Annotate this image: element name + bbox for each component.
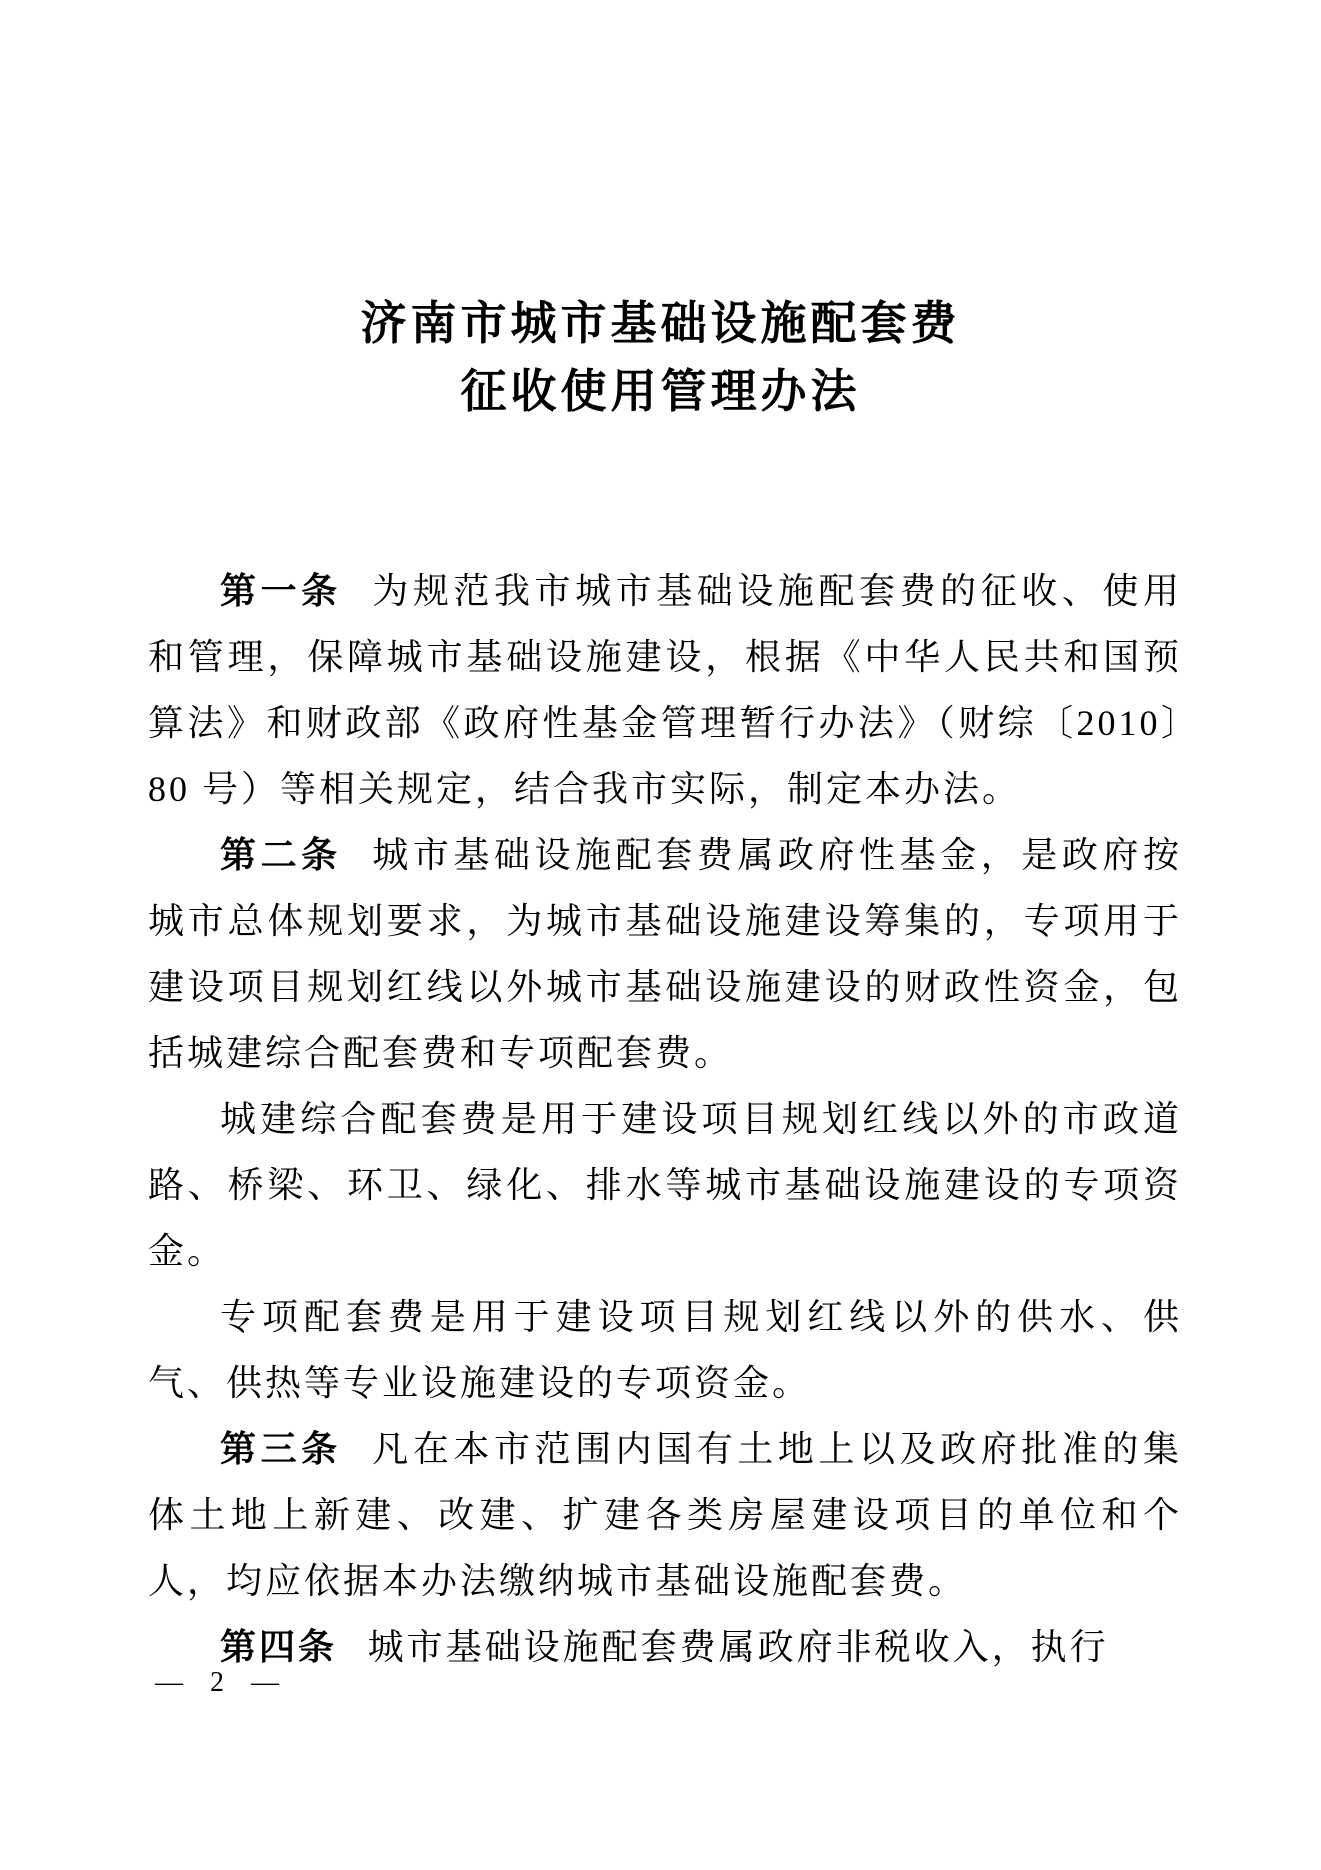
paragraph-text: 城市基础设施配套费属政府性基金，是政府按城市总体规划要求，为城市基础设施建设筹集的，专项用于建设项目规划红线以外城市基础设施建设的财政性资金，包括城建综合配套费和专项配套费。 (148, 835, 1182, 1073)
article-label-3: 第三条 (220, 1429, 342, 1469)
paragraph-text: 专项配套费是用于建设项目规划红线以外的供水、供气、供热等专业设施建设的专项资金。 (148, 1297, 1182, 1403)
article-label-1: 第一条 (220, 571, 342, 611)
paragraph-text: 城建综合配套费是用于建设项目规划红线以外的市政道路、桥梁、环卫、绿化、排水等城市基础设施建设的专项资金。 (148, 1099, 1182, 1271)
page-number: — 2 — (155, 1667, 289, 1698)
paragraph-special-fee (148, 1284, 1182, 1416)
paragraph-text: 为规范我市城市基础设施配套费的征收、使用和管理，保障城市基础设施建设，根据《中华人民共和国预算法》和财政部《政府性基金管理暂行办法》（财综〔2010〕80 号）等相关规定，结合我市实际，制定本办法。 (148, 571, 1182, 809)
article-label-4: 第四条 (220, 1627, 338, 1667)
paragraph-comprehensive-fee (148, 1086, 1182, 1284)
paragraph-text: 凡在本市范围内国有土地上以及政府批准的集体土地上新建、改建、扩建各类房屋建设项目的单位和个人，均应依据本办法缴纳城市基础设施配套费。 (148, 1429, 1182, 1601)
title-line-1: 济南市城市基础设施配套费 (360, 298, 961, 349)
document-body (148, 558, 1182, 1680)
paragraph-text: 城市基础设施配套费属政府非税收入，执行 (367, 1627, 1109, 1667)
article-label-2: 第二条 (220, 835, 342, 875)
paragraph-article-4 (148, 1614, 1182, 1680)
document-title (0, 0, 1321, 426)
paragraph-article-3 (148, 1416, 1182, 1614)
paragraph-article-1 (148, 558, 1182, 822)
title-line-2: 征收使用管理办法 (460, 366, 861, 417)
paragraph-article-2 (148, 822, 1182, 1086)
